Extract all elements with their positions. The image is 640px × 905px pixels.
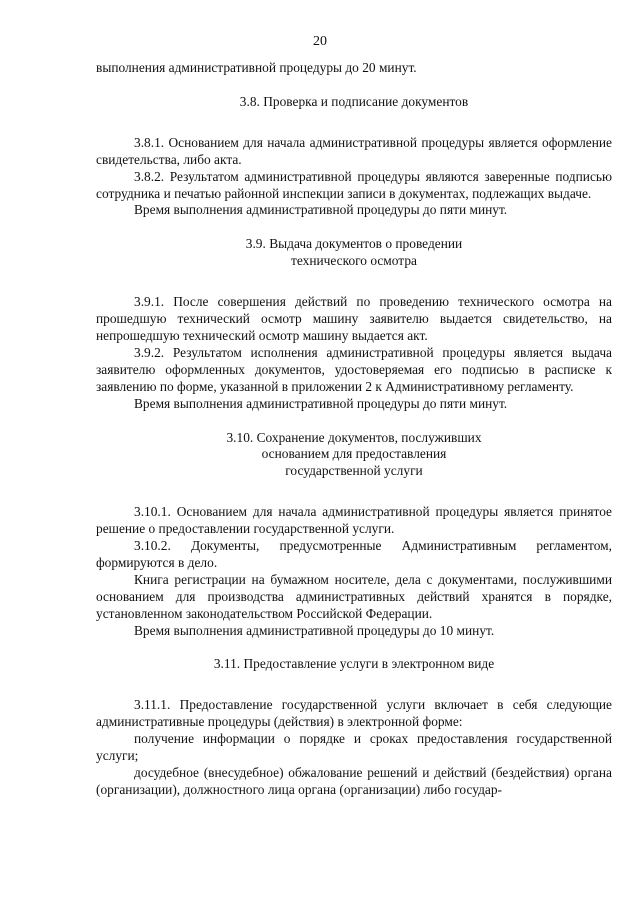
section-heading-3-9 bbox=[96, 236, 612, 270]
paragraph-3-8-1: 3.8.1. Основанием для начала административной процедуры является оформление свидетельства, либо акта. bbox=[96, 134, 612, 167]
page-number: 20 bbox=[313, 34, 327, 49]
section-heading-3-8 bbox=[96, 94, 612, 111]
heading-line: 3.11. Предоставление услуги в электронном виде bbox=[213, 656, 495, 672]
section-heading-3-11 bbox=[96, 656, 612, 673]
heading-line: 3.8. Проверка и подписание документов bbox=[239, 93, 469, 109]
heading-line: 3.10. Сохранение документов, послуживших bbox=[226, 429, 482, 445]
heading-line: государственной услуги bbox=[285, 463, 423, 479]
heading-line: 3.9. Выдача документов о проведении bbox=[245, 236, 463, 252]
paragraph-time-3-9: Время выполнения административной процедуры до пяти минут. bbox=[134, 395, 508, 411]
paragraph-info-item: получение информации о порядке и сроках предоставления государственной услуги; bbox=[96, 731, 612, 764]
paragraph-3-10-2: 3.10.2. Документы, предусмотренные Административным регламентом, формируются в дело. bbox=[96, 538, 612, 570]
paragraph-3-11-1: 3.11.1. Предоставление государственной услуги включает в себя следующие административные процедуры (действия) в электронной форме: bbox=[96, 697, 612, 730]
continuation-text: выполнения административной процедуры до 20 минут. bbox=[96, 60, 417, 75]
paragraph-time-3-10: Время выполнения административной процедуры до 10 минут. bbox=[134, 622, 495, 638]
paragraph-3-9-1: 3.9.1. После совершения действий по проведению технического осмотра на прошедшую технический осмотр машину заявителю выдается свидетельство, на непрошедшую технический осмотр машину выдается акт. bbox=[96, 294, 612, 343]
heading-line: технического осмотра bbox=[291, 253, 417, 269]
section-heading-3-10 bbox=[96, 430, 612, 481]
paragraph-3-8-2: 3.8.2. Результатом административной процедуры являются заверенные подписью сотрудника и печатью районной инспекции записи в документах, подлежащих выдаче. bbox=[96, 168, 612, 201]
paragraph-time-3-8: Время выполнения административной процедуры до пяти минут. bbox=[134, 202, 508, 218]
paragraph-3-9-2: 3.9.2. Результатом исполнения административной процедуры является выдача заявителю оформленных документов, удостоверяемая его подписью в расписке к заявлению по форме, указанной в приложении 2 к Административному регламенту. bbox=[96, 344, 612, 394]
paragraph-3-10-1: 3.10.1. Основанием для начала административной процедуры является принятое решение о предоставлении государственной услуги. bbox=[96, 504, 612, 537]
document-body bbox=[96, 60, 612, 799]
heading-line: основанием для предоставления bbox=[261, 446, 447, 462]
paragraph-registry-book: Книга регистрации на бумажном носителе, дела с документами, послужившими основанием для производства административных действий хранятся в порядке, установленном законодательством Российской Федерации. bbox=[96, 571, 612, 621]
paragraph-appeal-item: досудебное (внесудебное) обжалование решений и действий (бездействия) органа (организации), должностного лица органа (организации) либо государ- bbox=[96, 765, 612, 797]
